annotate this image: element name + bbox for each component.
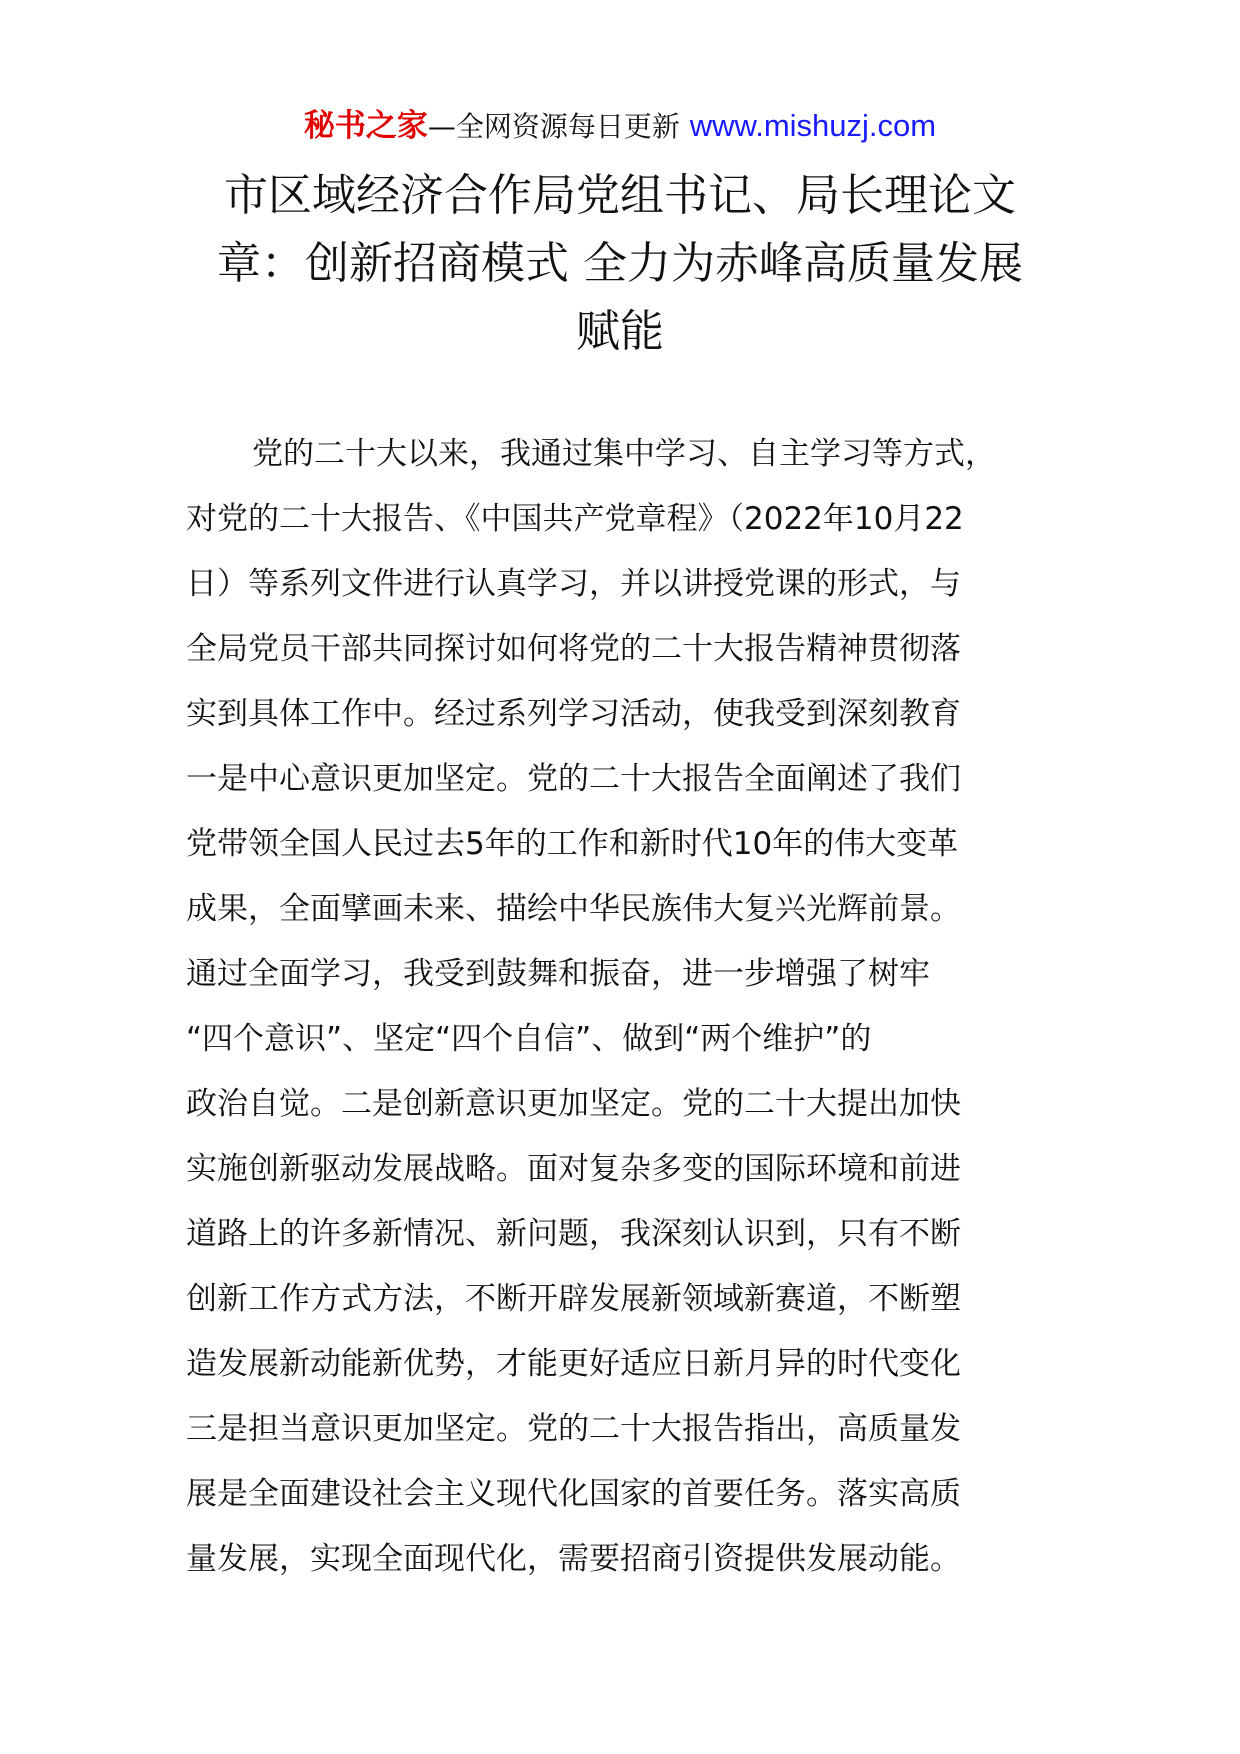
body-line: 一是中心意识更加坚定。党的二十大报告全面阐述了我们 xyxy=(186,761,961,797)
title-line: 市区域经济合作局党组书记、局长理论文 xyxy=(224,170,1016,221)
document-title xyxy=(180,162,1060,366)
title-line: 章：创新招商模式 全力为赤峰高质量发展 xyxy=(217,238,1023,289)
body-line: 党的二十大以来，我通过集中学习、自主学习等方式， xyxy=(252,436,996,472)
body-line: 日）等系列文件进行认真学习，并以讲授党课的形式，与 xyxy=(186,566,961,602)
body-line: 成果，全面擘画未来、描绘中华民族伟大复兴光辉前景。 xyxy=(186,891,961,927)
body-line: 实到具体工作中。经过系列学习活动，使我受到深刻教育 xyxy=(186,696,961,732)
body-line: 创新工作方式方法，不断开辟发展新领域新赛道，不断塑 xyxy=(186,1281,961,1317)
body-line: 道路上的许多新情况、新问题，我深刻认识到，只有不断 xyxy=(186,1216,961,1252)
body-line: 对党的二十大报告、《中国共产党章程》（2022年10月22 xyxy=(186,501,964,537)
title-line: 赋能 xyxy=(576,306,664,357)
site-url[interactable]: www.mishuzj.com xyxy=(689,108,937,143)
body-line: 实施创新驱动发展战略。面对复杂多变的国际环境和前进 xyxy=(186,1151,961,1187)
body-line: 政治自觉。二是创新意识更加坚定。党的二十大提出加快 xyxy=(186,1086,961,1122)
body-line: 量发展，实现全面现代化，需要招商引资提供发展动能。 xyxy=(186,1541,961,1577)
body-line: 党带领全国人民过去5年的工作和新时代10年的伟大变革 xyxy=(186,826,959,862)
body-line: 三是担当意识更加坚定。党的二十大报告指出，高质量发 xyxy=(186,1411,961,1447)
body-line: 展是全面建设社会主义现代化国家的首要任务。落实高质 xyxy=(186,1476,961,1512)
site-header xyxy=(0,104,1240,149)
body-line: 造发展新动能新优势，才能更好适应日新月异的时代变化 xyxy=(186,1346,961,1382)
document-body xyxy=(186,422,1066,1592)
body-line: 通过全面学习，我受到鼓舞和振奋，进一步增强了树牢 xyxy=(186,956,930,992)
brand-name: 秘书之家 xyxy=(303,108,428,144)
body-line: “四个意识”、坚定“四个自信”、做到“两个维护”的 xyxy=(186,1021,872,1057)
body-line: 全局党员干部共同探讨如何将党的二十大报告精神贯彻落 xyxy=(186,631,961,667)
header-slogan: —全网资源每日更新 xyxy=(427,110,680,143)
